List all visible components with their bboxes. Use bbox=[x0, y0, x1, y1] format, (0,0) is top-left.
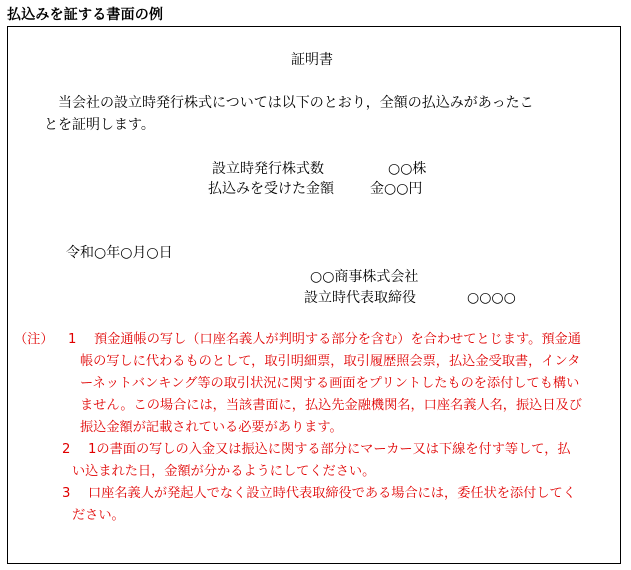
notes-prefix: （注） bbox=[14, 332, 54, 347]
note-1-line-4: ません。この場合には，当該書面に，払込先金融機関名，口座名義人名，振込日及び bbox=[80, 398, 582, 413]
body-line-2: とを証明します。 bbox=[44, 117, 155, 133]
note-2-line-2: い込まれた日，金額が分かるようにしてください。 bbox=[72, 464, 376, 479]
note-1-line-3: ーネットバンキング等の取引状況に関する画面をプリントしたものを添付しても構い bbox=[80, 376, 580, 391]
document-date: 令和○年○月○日 bbox=[66, 245, 173, 261]
note-2-number: 2 bbox=[62, 442, 71, 457]
note-1-number: 1 bbox=[68, 332, 77, 347]
note-3-number: 3 bbox=[62, 486, 71, 501]
representative-title: 設立時代表取締役 bbox=[304, 290, 416, 306]
item-value-shares: ○○株 bbox=[388, 161, 427, 177]
body-line-1: 当会社の設立時発行株式については以下のとおり，全額の払込みがあったこ bbox=[58, 95, 534, 111]
note-3-line-2: ださい。 bbox=[72, 508, 125, 523]
note-1-line-5: 振込金額が記載されている必要があります。 bbox=[80, 420, 343, 435]
note-3-line-1: 口座名義人が発起人でなく設立時代表取締役である場合には，委任状を添付してく bbox=[88, 486, 576, 501]
certificate-document bbox=[7, 26, 621, 564]
item-label-shares: 設立時発行株式数 bbox=[212, 161, 324, 177]
note-1-line-2: 帳の写しに代わるものとして，取引明細票，取引履歴照会票，払込金受取書，インタ bbox=[80, 354, 581, 369]
document-title: 証明書 bbox=[291, 52, 333, 68]
note-1-line-1: 預金通帳の写し（口座名義人が判明する部分を含む）を合わせてとじます。預金通 bbox=[94, 332, 581, 347]
company-name: ○○商事株式会社 bbox=[310, 269, 419, 285]
item-value-amount: 金○○円 bbox=[370, 181, 423, 197]
page-heading: 払込みを証する書面の例 bbox=[7, 7, 164, 23]
item-label-amount: 払込みを受けた金額 bbox=[208, 181, 334, 197]
note-2-line-1: 1の書面の写しの入金又は振込に関する部分にマーカー又は下線を付す等して，払 bbox=[88, 442, 571, 457]
representative-name: ○○○○ bbox=[467, 290, 516, 306]
